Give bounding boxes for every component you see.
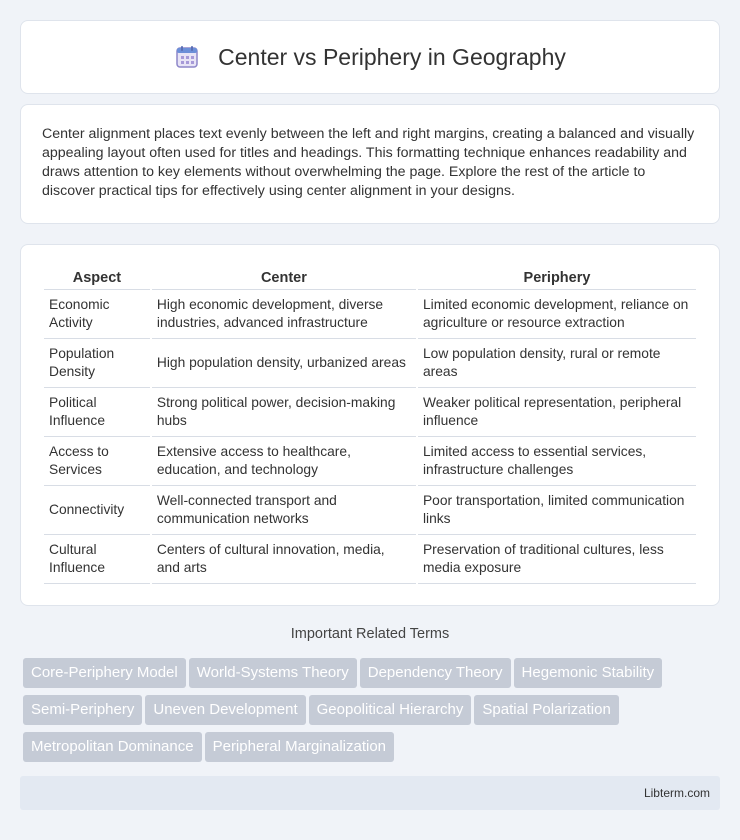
cell-center: Well-connected transport and communication networks <box>152 486 416 535</box>
header-periphery: Periphery <box>418 265 696 290</box>
table-header-row <box>44 265 696 290</box>
page-title: Center vs Periphery in Geography <box>218 43 566 70</box>
cell-center: High population density, urbanized areas <box>152 339 416 388</box>
table-row <box>44 290 696 339</box>
table-row <box>44 486 696 535</box>
cell-aspect: Political Influence <box>44 388 150 437</box>
table-row <box>44 339 696 388</box>
footer <box>20 776 720 810</box>
cell-aspect: Connectivity <box>44 486 150 535</box>
tag-spatial-polarization[interactable]: Spatial Polarization <box>474 695 618 725</box>
cell-aspect: Population Density <box>44 339 150 388</box>
tag-uneven-development[interactable]: Uneven Development <box>145 695 305 725</box>
tag-hegemonic-stability[interactable]: Hegemonic Stability <box>514 658 663 688</box>
tag-core-periphery-model[interactable]: Core-Periphery Model <box>23 658 186 688</box>
tag-world-systems-theory[interactable]: World-Systems Theory <box>189 658 357 688</box>
intro-paragraph: Center alignment places text evenly between the left and right margins, creating a balanced and visually appealing layout often used for titles and headings. This formatting technique enhances readability and draws attention to key elements without overwhelming the page. Explore the rest of the article to discover practical tips for effectively using center alignment in your designs. <box>42 126 695 199</box>
cell-periphery: Preservation of traditional cultures, less media exposure <box>418 535 696 584</box>
cell-periphery: Limited access to essential services, infrastructure challenges <box>418 437 696 486</box>
cell-aspect: Cultural Influence <box>44 535 150 584</box>
comparison-table <box>42 265 698 584</box>
cell-periphery: Low population density, rural or remote areas <box>418 339 696 388</box>
cell-periphery: Weaker political representation, peripheral influence <box>418 388 696 437</box>
table-row <box>44 388 696 437</box>
header-center: Center <box>152 265 416 290</box>
comparison-card <box>20 244 720 606</box>
cell-center: High economic development, diverse industries, advanced infrastructure <box>152 290 416 339</box>
cell-center: Centers of cultural innovation, media, and arts <box>152 535 416 584</box>
tag-semi-periphery[interactable]: Semi-Periphery <box>23 695 142 725</box>
cell-aspect: Economic Activity <box>44 290 150 339</box>
intro-card <box>20 104 720 224</box>
title-card <box>20 20 720 94</box>
cell-center: Strong political power, decision-making hubs <box>152 388 416 437</box>
tag-metropolitan-dominance[interactable]: Metropolitan Dominance <box>23 732 202 762</box>
footer-site-link[interactable]: Libterm.com <box>643 786 710 800</box>
table-row <box>44 437 696 486</box>
related-terms-heading: Important Related Terms <box>290 626 450 642</box>
header-aspect: Aspect <box>44 265 150 290</box>
tag-peripheral-marginalization[interactable]: Peripheral Marginalization <box>205 732 394 762</box>
related-terms-list <box>23 658 713 769</box>
cell-periphery: Limited economic development, reliance on agriculture or resource extraction <box>418 290 696 339</box>
tag-dependency-theory[interactable]: Dependency Theory <box>360 658 511 688</box>
cell-aspect: Access to Services <box>44 437 150 486</box>
table-row <box>44 535 696 584</box>
calendar-icon <box>174 44 200 70</box>
cell-center: Extensive access to healthcare, education, and technology <box>152 437 416 486</box>
tag-geopolitical-hierarchy[interactable]: Geopolitical Hierarchy <box>309 695 472 725</box>
cell-periphery: Poor transportation, limited communication links <box>418 486 696 535</box>
